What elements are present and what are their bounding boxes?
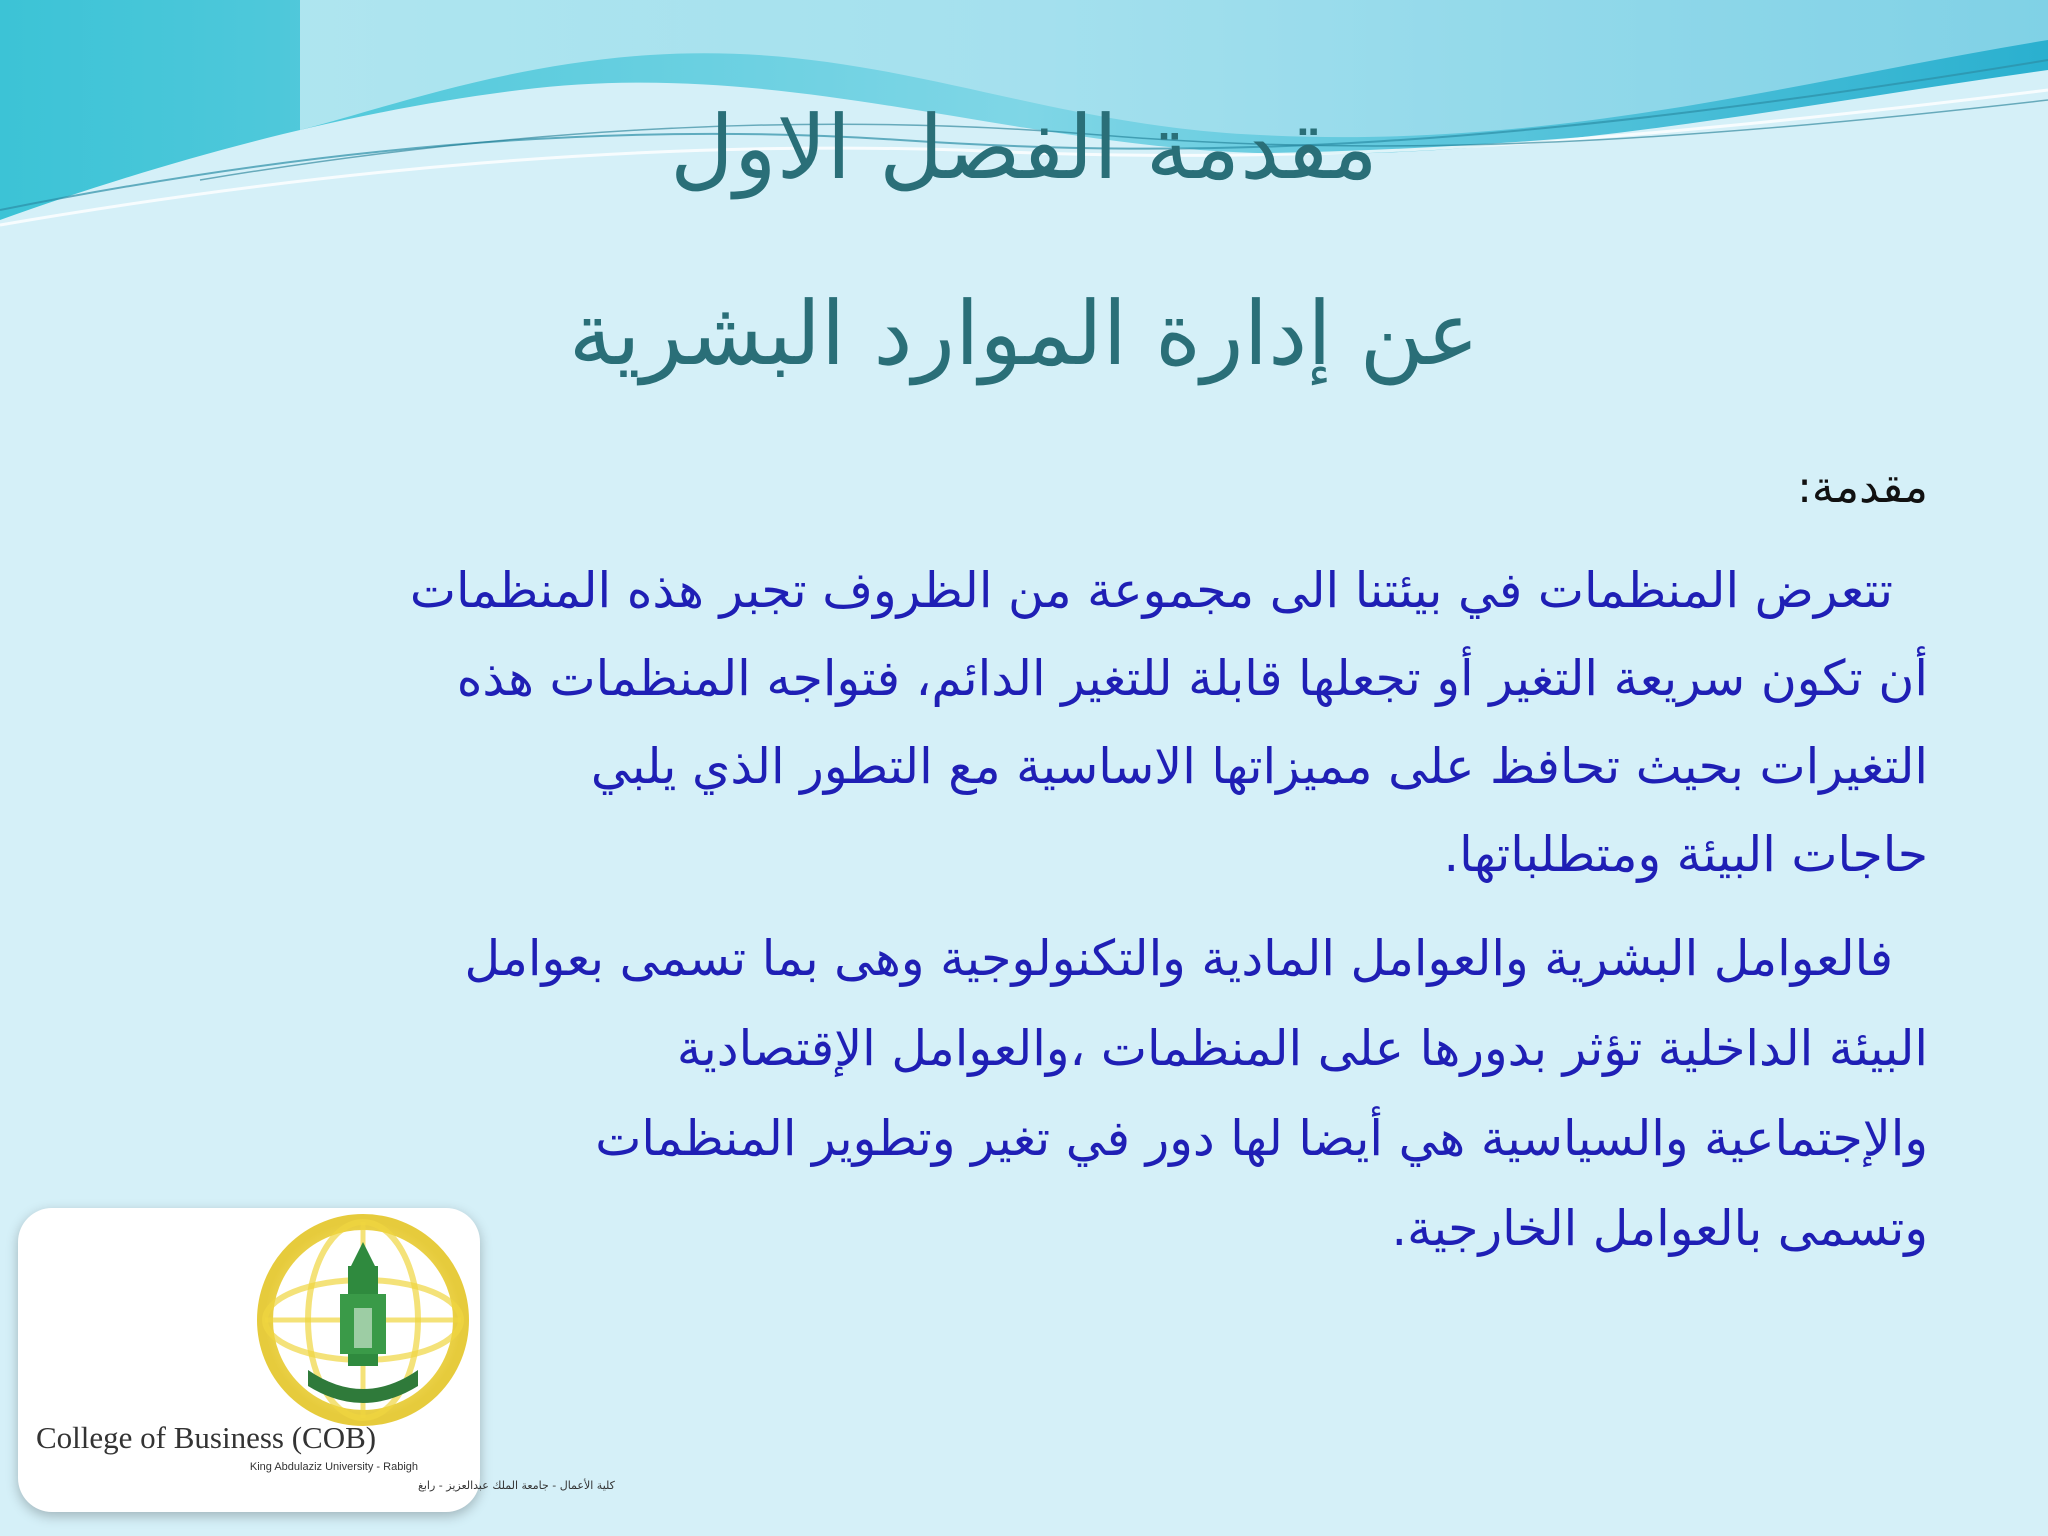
paragraph2-line4: وتسمى بالعوامل الخارجية. [1391,1200,1928,1257]
paragraph1-line3: التغيرات بحيث تحافظ على مميزاتها الاساسية مع التطور الذي يلبي [590,738,1928,795]
globe-emblem-icon [265,1222,461,1418]
paragraph1-line4: حاجات البيئة ومتطلباتها. [1443,826,1928,883]
paragraph2-line2: البيئة الداخلية تؤثر بدورها على المنظمات ،والعوامل الإقتصادية [676,1020,1928,1077]
college-logo [18,1208,615,1512]
slide-title-line2: عن إدارة الموارد البشرية [568,282,1480,385]
logo-subtitle-en: King Abdulaziz University - Rabigh [249,1461,418,1473]
college-logo-card [18,1208,615,1512]
paragraph1-line2: أن تكون سريعة التغير أو تجعلها قابلة للتغير الدائم، فتواجه المنظمات هذه [456,650,1928,707]
paragraph1-line1: تتعرض المنظمات في بيئتنا الى مجموعة من الظروف تجبر هذه المنظمات [409,562,1893,619]
logo-college-name: College of Business (COB) [36,1420,377,1455]
paragraph2-line3: والإجتماعية والسياسية هي أيضا لها دور في تغير وتطوير المنظمات [595,1110,1928,1167]
paragraph2-line1: فالعوامل البشرية والعوامل المادية والتكنولوجية وهى بما تسمى بعوامل [464,930,1893,987]
slide-title-line1: مقدمة الفصل الاول [670,96,1378,199]
intro-heading: مقدمة: [1797,462,1928,513]
logo-subtitle-ar: كلية الأعمال - جامعة الملك عبدالعزيز - رابغ [418,1479,615,1492]
